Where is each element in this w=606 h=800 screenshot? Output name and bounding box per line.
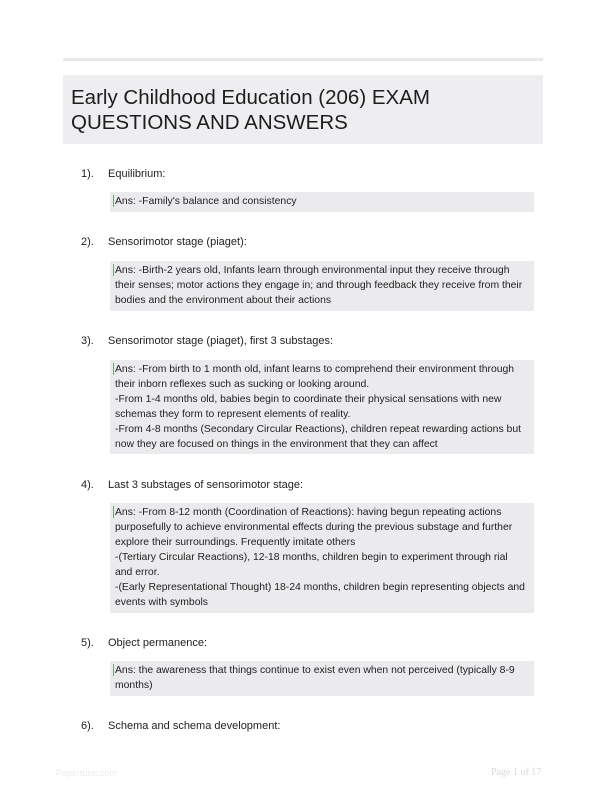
answer-line: -(Tertiary Circular Reactions), 12-18 months, children begin to experiment through rial	[115, 552, 508, 563]
answer-line: -From 4-8 months (Secondary Circular Reactions), children repeat rewarding actions but	[115, 424, 521, 435]
answer-line: Ans: -From 8-12 month (Coordination of Reactions): having begun repeating actions	[115, 507, 502, 518]
footer-site-watermark: Papertutor.com	[56, 768, 118, 778]
page-number: Page 1 of 17	[491, 767, 542, 778]
answer-line: bodies and the environment about their actions	[115, 295, 332, 306]
question-text: Sensorimotor stage (piaget):	[108, 236, 247, 248]
document-title-line-2: QUESTIONS AND ANSWERS	[71, 111, 348, 134]
answer-marker	[113, 664, 114, 676]
answer-line: -(Early Representational Thought) 18-24 months, children begin representing objects and	[115, 582, 525, 593]
answer-box-4	[110, 503, 534, 613]
answer-line: now they are focused on things in the environment that they can affect	[115, 439, 438, 450]
answer-line: Ans: -Birth-2 years old, Infants learn through environmental input they receive through	[115, 265, 510, 276]
answer-line: explore their surroundings. Frequently imitate others	[115, 537, 356, 548]
question-text: Object permanence:	[108, 637, 208, 649]
title-banner	[63, 75, 543, 144]
answer-line: Ans: -From birth to 1 month old, infant learns to comprehend their environment through	[115, 364, 515, 375]
answer-marker	[113, 264, 114, 276]
question-number: 6).	[81, 720, 94, 732]
answer-line: months)	[115, 680, 153, 691]
answer-marker	[113, 363, 114, 375]
answer-line: Ans: -Family's balance and consistency	[115, 196, 297, 207]
answer-line: their senses; motor actions they engage in; and through feedback they receive from their	[115, 280, 523, 291]
question-number: 5).	[81, 637, 94, 649]
question-text: Equilibrium:	[108, 168, 166, 180]
answer-line: Ans: the awareness that things continue to exist even when not perceived (typically 8-9	[115, 665, 515, 676]
question-number: 3).	[81, 335, 94, 347]
answer-box-3	[110, 360, 534, 454]
answer-line: purposefully to achieve environmental effects during the previous substage and further	[115, 522, 513, 533]
document-title	[71, 85, 531, 135]
answer-line: events with symbols	[115, 597, 208, 608]
question-text: Last 3 substages of sensorimotor stage:	[108, 479, 304, 491]
answer-line: schemas they form to represent elements of reality.	[115, 409, 351, 420]
header-divider	[63, 58, 543, 61]
answer-box-5	[110, 661, 534, 696]
question-number: 4).	[81, 479, 94, 491]
answer-line: and error.	[115, 567, 160, 578]
answer-box-1	[110, 192, 534, 212]
answer-line: their inborn reflexes such as sucking or looking around.	[115, 379, 370, 390]
question-text: Schema and schema development:	[108, 720, 281, 732]
question-number: 1).	[81, 168, 94, 180]
document-title-line-1: Early Childhood Education (206) EXAM	[71, 86, 430, 109]
answer-line: -From 1-4 months old, babies begin to coordinate their physical sensations with new	[115, 394, 502, 405]
answer-marker	[113, 195, 114, 207]
question-number: 2).	[81, 236, 94, 248]
answer-marker	[113, 506, 114, 518]
question-text: Sensorimotor stage (piaget), first 3 substages:	[108, 335, 333, 347]
answer-box-2	[110, 261, 534, 311]
